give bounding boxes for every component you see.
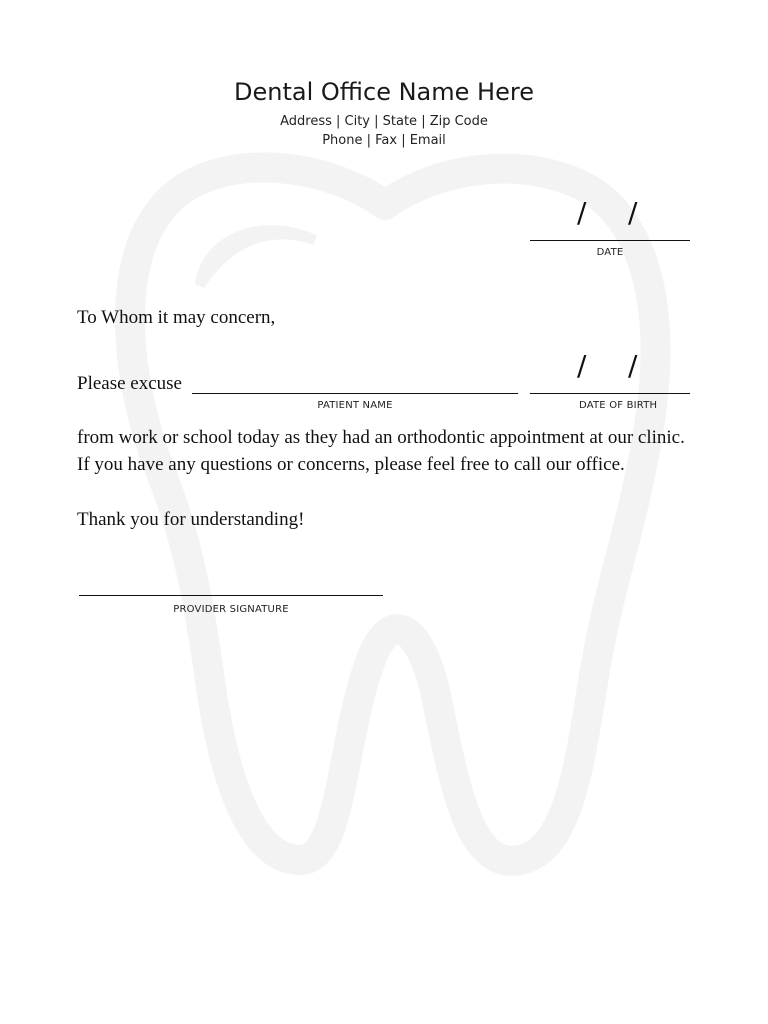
patient-name-line[interactable]: [192, 393, 518, 394]
signature-line[interactable]: [79, 595, 383, 596]
dob-label: DATE OF BIRTH: [579, 400, 658, 411]
body-line-1: from work or school today as they had an orthodontic appointment at our clinic.: [77, 427, 685, 448]
clinic-address: Address | City | State | Zip Code: [280, 114, 488, 129]
date-label: DATE: [596, 247, 624, 258]
date-separator: /: [577, 196, 587, 229]
dob-line[interactable]: [530, 393, 690, 394]
salutation: To Whom it may concern,: [77, 307, 276, 328]
excuse-prefix: Please excuse: [77, 373, 182, 394]
signature-label: PROVIDER SIGNATURE: [173, 604, 289, 615]
date-line[interactable]: [530, 240, 690, 241]
body-line-2: If you have any questions or concerns, please feel free to call our office.: [77, 454, 625, 475]
date-separator: /: [628, 196, 638, 229]
dob-separator: /: [577, 349, 587, 382]
dob-separator: /: [628, 349, 638, 382]
clinic-contact: Phone | Fax | Email: [322, 133, 446, 148]
patient-name-label: PATIENT NAME: [317, 400, 393, 411]
closing: Thank you for understanding!: [77, 509, 305, 530]
clinic-name: Dental Office Name Here: [234, 78, 534, 102]
